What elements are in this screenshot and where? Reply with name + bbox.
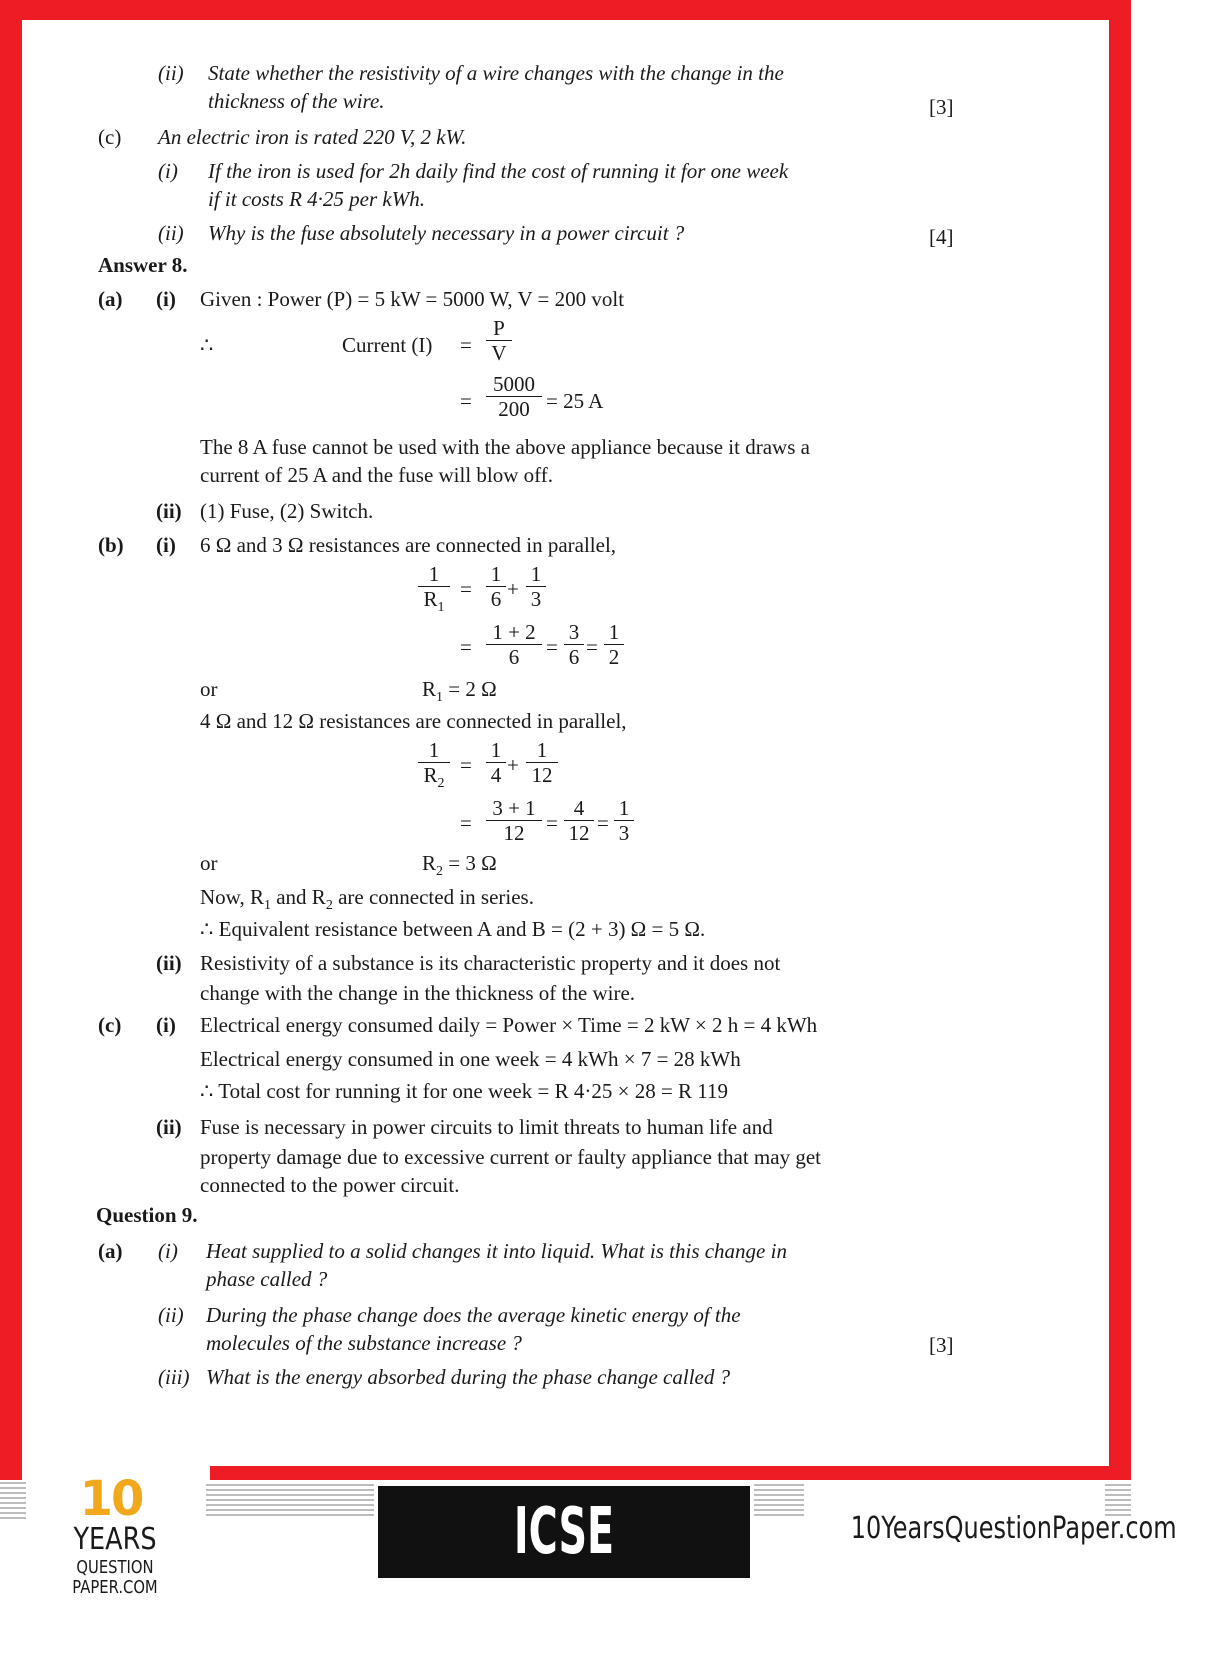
a8-plus-2: + <box>507 753 519 777</box>
a8-r1-result: $R_1 = 2$ Ω <box>422 677 497 706</box>
a8-c-i-line3: ∴ Total cost for running it for one week = R 4·25 × 28 = R 119 <box>200 1079 729 1103</box>
a8-result-25: = 25 A <box>546 389 604 413</box>
top-red-border <box>0 0 1131 20</box>
website-url: 10YearsQuestionPaper.com <box>850 1511 1177 1546</box>
q8-c-label: (c) <box>98 125 122 149</box>
a8-fraction-1-12: $\frac{1}{12}$ <box>526 738 558 787</box>
q9-iii-label: (iii) <box>158 1365 190 1389</box>
answer-8-heading: Answer 8. <box>98 253 188 277</box>
a8-r2-result: $R_2 = 3$ Ω <box>422 851 497 880</box>
a8-eq-sum-4: = <box>460 811 472 835</box>
q9-ii-label: (ii) <box>158 1303 184 1327</box>
a8-c-ii-line3: connected to the power circuit. <box>200 1173 460 1197</box>
a8-fraction-3-6: $\frac{3}{6}$ <box>564 620 584 669</box>
a8-c-ii-label: (ii) <box>156 1115 182 1139</box>
a8-parallel-1: 6 Ω and 3 Ω resistances are connected in parallel, <box>200 533 617 557</box>
logo-number: 10 <box>79 1471 143 1527</box>
q8-c-ii-text: Why is the fuse absolutely necessary in a power circuit ? <box>208 221 685 245</box>
a8-b-ii-line1: Resistivity of a substance is its characteristic property and it does not <box>200 951 781 975</box>
q9-marks: [3] <box>929 1333 954 1357</box>
a8-c-label: (c) <box>98 1013 122 1037</box>
a8-v: V <box>486 340 512 365</box>
a8-p: P <box>493 316 505 340</box>
a8-b-i-label: (i) <box>156 533 176 557</box>
a8-c-i-line1: Electrical energy consumed daily = Power × Time = 2 kW × 2 h = 4 kWh <box>200 1013 818 1037</box>
q8-c-i-label: (i) <box>158 159 178 183</box>
a8-current-label: Current (I) <box>342 333 433 357</box>
a8-fraction-1-r2: $\frac{1}{R_2}$ <box>418 738 450 796</box>
logo-site: QUESTION PAPER.COM <box>72 1557 158 1598</box>
board-banner <box>378 1486 750 1661</box>
a8-therefore: ∴ <box>200 333 214 357</box>
a8-eq2: = <box>460 389 472 413</box>
q9-ii-line1: During the phase change does the average kinetic energy of the <box>206 1303 741 1327</box>
a8-fraction-1-2: $\frac{1}{2}$ <box>604 620 624 669</box>
footer-stripes-left <box>0 1482 26 1522</box>
a8-c-ii-line2: property damage due to excessive current or faulty appliance that may get <box>200 1145 821 1169</box>
a8-fraction-1plus2-6: $\frac{1 + 2}{6}$ <box>486 620 542 669</box>
a8-c-i-label: (i) <box>156 1013 176 1037</box>
a8-fraction-1-6: $\frac{1}{6}$ <box>486 562 506 611</box>
a8-fraction-1-r1: $\frac{1}{R_1}$ <box>418 562 450 620</box>
a8-5000: 5000 <box>493 372 535 396</box>
q8-c-ii-label: (ii) <box>158 221 184 245</box>
a8-a-ii-text: (1) Fuse, (2) Switch. <box>200 499 374 523</box>
a8-eq-r1: = <box>460 577 472 601</box>
a8-or-2: or <box>200 851 218 875</box>
question-9-heading: Question 9. <box>96 1203 198 1227</box>
a8-c-i-line2: Electrical energy consumed in one week = 4 kWh × 7 = 28 kWh <box>200 1047 741 1071</box>
a8-fraction-4-12: $\frac{4}{12}$ <box>564 796 594 845</box>
q9-a-label: (a) <box>98 1239 123 1263</box>
a8-a-ii-label: (ii) <box>156 499 182 523</box>
footer-stripes-mid-right <box>754 1484 804 1518</box>
a8-eq-sum-2: = <box>546 635 558 659</box>
a8-fraction-1-3: $\frac{1}{3}$ <box>526 562 546 611</box>
a8-a-label: (a) <box>98 287 123 311</box>
a8-equivalent: ∴ Equivalent resistance between A and B = (2 + 3) Ω = 5 Ω. <box>200 917 706 941</box>
q9-iii-text: What is the energy absorbed during the phase change called ? <box>206 1365 731 1389</box>
q8-b-ii-line2: thickness of the wire. <box>208 89 385 113</box>
q9-i-line2: phase called ? <box>206 1267 328 1291</box>
a8-b-ii-line2: change with the change in the thickness of the wire. <box>200 981 636 1005</box>
left-red-border <box>0 0 22 1480</box>
a8-b-label: (b) <box>98 533 124 557</box>
a8-c-ii-line1: Fuse is necessary in power circuits to limit threats to human life and <box>200 1115 773 1139</box>
a8-200: 200 <box>486 396 542 421</box>
a8-eq1: = <box>460 333 472 357</box>
board-title: ICSE BOARD X <box>463 1495 665 1661</box>
q8-b-ii-label: (ii) <box>158 61 184 85</box>
a8-eq-sum-1: = <box>460 635 472 659</box>
a8-fraction-5000-200 <box>486 372 542 421</box>
a8-a-i-label: (i) <box>156 287 176 311</box>
footer-stripes-mid-left <box>206 1484 374 1518</box>
q9-ii-line2: molecules of the substance increase ? <box>206 1331 522 1355</box>
a8-fuse-line1: The 8 A fuse cannot be used with the above appliance because it draws a <box>200 435 810 459</box>
a8-eq-sum-5: = <box>546 811 558 835</box>
a8-eq-sum-3: = <box>586 635 598 659</box>
bottom-red-border <box>210 1466 1131 1480</box>
a8-fuse-line2: current of 25 A and the fuse will blow off. <box>200 463 554 487</box>
q8-b-marks: [3] <box>929 95 954 119</box>
a8-eq-sum-6: = <box>597 811 609 835</box>
a8-series: Now, $R_1$ and $R_2$ are connected in series. <box>200 885 534 914</box>
logo-years: YEARS <box>73 1522 157 1557</box>
a8-fraction-3plus1-12: $\frac{3 + 1}{12}$ <box>486 796 542 845</box>
a8-plus-1: + <box>507 577 519 601</box>
a8-eq-r2: = <box>460 753 472 777</box>
a8-fraction-p-v <box>486 316 512 365</box>
a8-or-1: or <box>200 677 218 701</box>
q8-c-i-line2: if it costs R 4·25 per kWh. <box>208 187 425 211</box>
a8-fraction-1-3b: $\frac{1}{3}$ <box>614 796 634 845</box>
a8-parallel-2: 4 Ω and 12 Ω resistances are connected in parallel, <box>200 709 627 733</box>
q8-c-i-line1: If the iron is used for 2h daily find the cost of running it for one week <box>208 159 789 183</box>
q8-b-ii-line1: State whether the resistivity of a wire changes with the change in the <box>208 61 784 85</box>
a8-given: Given : Power (P) = 5 kW = 5000 W, V = 200 volt <box>200 287 625 311</box>
a8-fraction-1-4: $\frac{1}{4}$ <box>486 738 506 787</box>
q8-c-marks: [4] <box>929 225 954 249</box>
q9-i-line1: Heat supplied to a solid changes it into liquid. What is this change in <box>206 1239 787 1263</box>
a8-b-ii-label: (ii) <box>156 951 182 975</box>
right-red-border <box>1109 0 1131 1480</box>
q8-c-text: An electric iron is rated 220 V, 2 kW. <box>158 125 467 149</box>
q9-i-label: (i) <box>158 1239 178 1263</box>
